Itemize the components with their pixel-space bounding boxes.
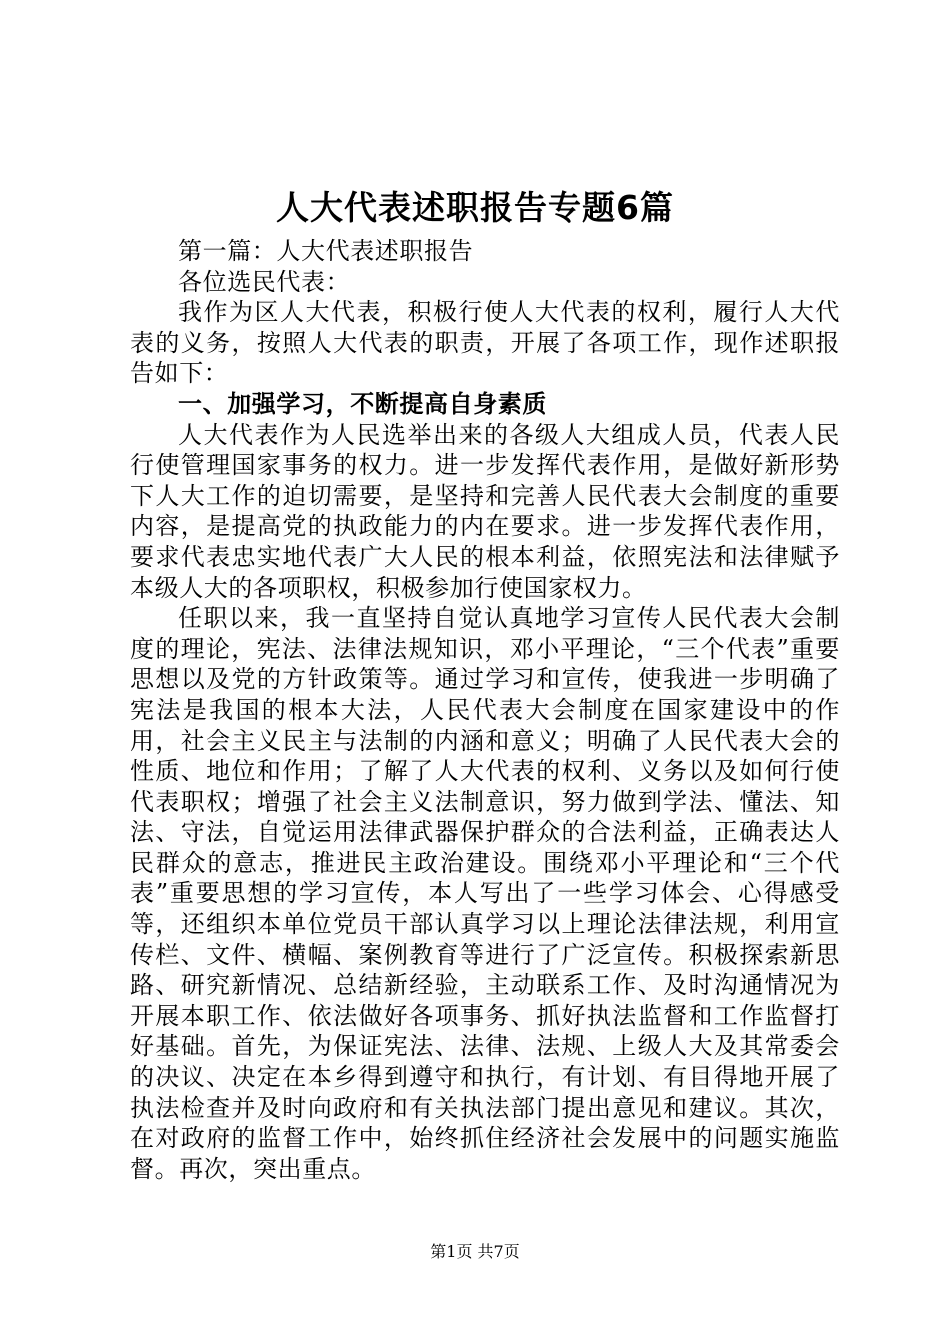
salutation: 各位选民代表： bbox=[178, 267, 351, 296]
intro-paragraph: 我作为区人大代表，积极行使人大代表的权利，履行人大代表的义务，按照人大代表的职责，开展了各项工作，现作述职报告如下： bbox=[130, 298, 840, 388]
body-paragraph: 任职以来，我一直坚持自觉认真地学习宣传人民代表大会制度的理论，宪法、法律法规知识，邓小平理论，“三个代表”重要思想以及党的方针政策等。通过学习和宣传，使我进一步明确了宪法是我国的根本大法，人民代表大会制度在国家建设中的作用，社会主义民主与法制的内涵和意义；明确了人民代表大会的性质、地位和作用；了解了人大代表的权利、义务以及如何行使代表职权；增强了社会主义法制意识，努力做到学法、懂法、知法、守法，自觉运用法律武器保护群众的合法利益，正确表达人民群众的意志，推进民主政治建设。围绕邓小平理论和“三个代表”重要思想的学习宣传，本人写出了一些学习体会、心得感受等，还组织本单位党员干部认真学习以上理论法律法规，利用宣传栏、文件、横幅、案例教育等进行了广泛宣传。积极探索新思路、研究新情况、总结新经验，主动联系工作、及时沟通情况为开展本职工作、依法做好各项事务、抓好执法监督和工作监督打好基础。首先，为保证宪法、法律、法规、上级人大及其常委会的决议、决定在本乡得到遵守和执行，有计划、有目得地开展了执法检查并及时向政府和有关执法部门提出意见和建议。其次，在对政府的监督工作中，始终抓住经济社会发展中的问题实施监督。再次，突出重点。 bbox=[130, 604, 840, 1183]
section-heading: 一、加强学习，不断提高自身素质 bbox=[178, 389, 547, 418]
document-body bbox=[130, 236, 840, 1184]
section-title: 第一篇：人大代表述职报告 bbox=[178, 237, 474, 265]
page-footer: 第1页 共7页 bbox=[430, 1242, 520, 1261]
document-title: 人大代表述职报告专题6篇 bbox=[276, 188, 674, 227]
body-paragraph: 人大代表作为人民选举出来的各级人大组成人员，代表人民行使管理国家事务的权力。进一步发挥代表作用，是做好新形势下人大工作的迫切需要，是坚持和完善人民代表大会制度的重要内容，是提高党的执政能力的内在要求。进一步发挥代表作用，要求代表忠实地代表广大人民的根本利益，依照宪法和法律赋予本级人大的各项职权，积极参加行使国家权力。 bbox=[130, 420, 840, 602]
